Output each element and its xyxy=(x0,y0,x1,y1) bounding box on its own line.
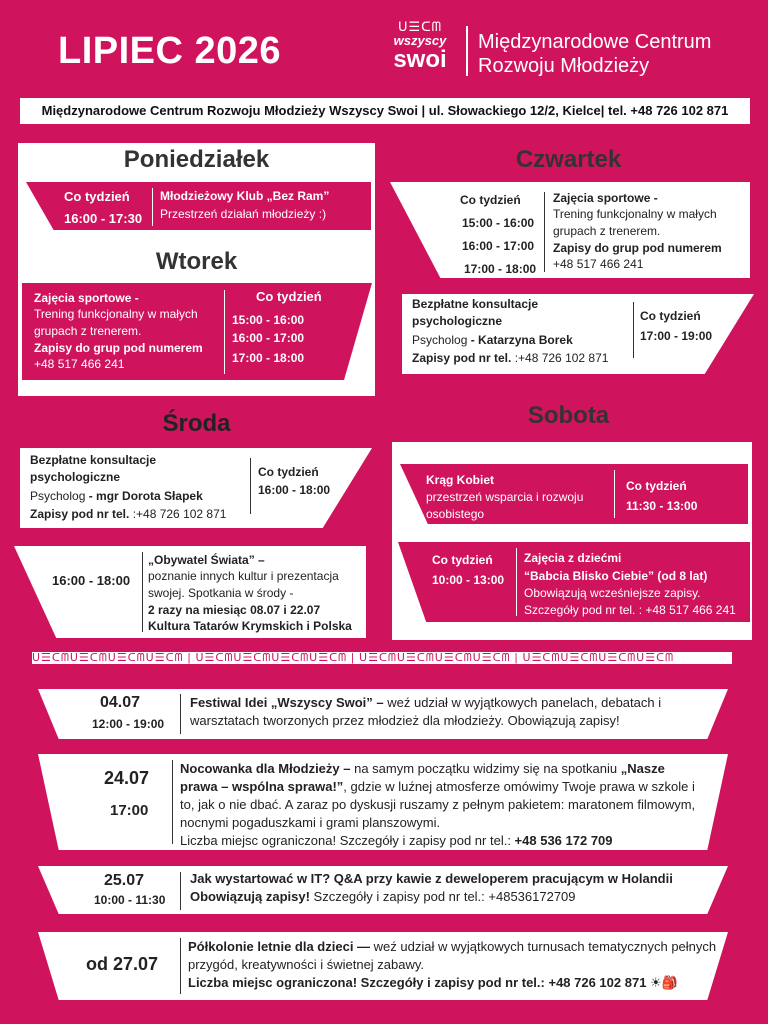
event-1-text xyxy=(190,694,700,730)
tuesday-time-3: 17:00 - 18:00 xyxy=(232,351,305,365)
thursday-desc: Trening funkcjonalny w małych grupach z trenerem. xyxy=(553,207,717,238)
thursday-consult-person: - Katarzyna Borek xyxy=(470,333,573,347)
tuesday-time-1: 15:00 - 16:00 xyxy=(232,313,305,327)
thursday-consult-signup: Zapisy pod nr tel. xyxy=(412,351,515,365)
logo-word-1: wszyscy xyxy=(393,33,447,48)
event-3-body: Szczegóły i zapisy pod nr tel.: +48536172709 xyxy=(309,889,576,904)
logo xyxy=(378,20,462,76)
wednesday-event-name: „Obywatel Świata” – xyxy=(148,553,265,567)
wednesday-event-divider xyxy=(142,552,143,632)
thursday-signup: Zapisy do grup pod numerem xyxy=(553,241,722,255)
thursday-consult-time: 17:00 - 19:00 xyxy=(640,329,713,343)
wednesday-consult-role xyxy=(30,488,203,505)
saturday-kids-title: “Babcia Blisko Ciebie” (od 8 lat) xyxy=(524,569,708,583)
org-name xyxy=(478,30,711,78)
tuesday-when: Co tydzień xyxy=(256,289,322,304)
logo-symbols: ᑌ☰ᑕᗰ xyxy=(397,19,443,34)
wednesday-event-desc-line xyxy=(148,568,362,602)
logo-divider xyxy=(466,26,468,76)
thursday-time-1: 15:00 - 16:00 xyxy=(462,216,535,230)
wednesday-consult-role-text: Psycholog xyxy=(30,489,86,503)
tuesday-phone: +48 517 466 241 xyxy=(34,357,125,371)
thursday-consult-role-text: Psycholog xyxy=(412,333,468,347)
thursday-time-3: 17:00 - 18:00 xyxy=(464,262,537,276)
event-3-divider xyxy=(180,872,181,910)
event-4-bold: Liczba miejsc ograniczona! Szczegóły i zapisy pod nr tel.: +48 726 102 871 xyxy=(188,975,647,990)
thursday-title: Czwartek xyxy=(515,146,622,173)
event-2-quote: „Nasze prawa – wspólna sprawa!” xyxy=(180,761,665,794)
page-title: LIPIEC 2026 xyxy=(58,30,282,72)
saturday-kids-when: Co tydzień xyxy=(432,553,493,567)
tuesday-divider xyxy=(224,290,225,374)
monday-desc: Przestrzeń działań młodzieży :) xyxy=(160,207,327,221)
wednesday-consult-name: Bezpłatne konsultacje psychologiczne xyxy=(30,453,157,484)
event-2-phone: +48 536 172 709 xyxy=(514,833,613,848)
tuesday-name: Zajęcia sportowe - xyxy=(34,291,139,305)
event-3-date: 25.07 xyxy=(104,872,145,889)
event-2-title: Nocowanka dla Młodzieży – xyxy=(180,761,351,776)
tuesday-time-2: 16:00 - 17:00 xyxy=(232,331,305,345)
saturday-kids-phone: Szczegóły pod nr tel. : +48 517 466 241 xyxy=(524,603,736,617)
saturday-circle-name: Krąg Kobiet xyxy=(426,473,495,487)
wednesday-event-topic: Kultura Tatarów Krymskich i Polska xyxy=(148,619,352,633)
event-3-bold: Obowiązują zapisy! xyxy=(190,889,310,904)
thursday-consult-phone: :+48 726 102 871 xyxy=(514,351,609,365)
event-2-text xyxy=(180,760,700,850)
wednesday-event-dates: 2 razy na miesiąc 08.07 i 22.07 xyxy=(148,603,321,617)
event-2-body-2: , gdzie w luźnej atmosferze omówimy Twoje prawa w szkole i to, jak o nie dbać. A zaraz po dyskusji ruszamy z pełnym pakietem: maratonem filmowym, nocnymi pogaduszkami i grami planszowymi. xyxy=(180,779,696,830)
event-4-text xyxy=(188,938,718,992)
thursday-consult-name: Bezpłatne konsultacje psychologiczne xyxy=(412,297,539,328)
wednesday-event-desc: poznanie innych kultur i prezentacja swojej. xyxy=(148,569,339,600)
monday-when: Co tydzień xyxy=(64,189,130,204)
event-2-time: 17:00 xyxy=(110,802,149,819)
thursday-phone: +48 517 466 241 xyxy=(553,257,644,271)
event-1-date: 04.07 xyxy=(100,694,141,711)
saturday-kids-divider xyxy=(516,548,517,616)
event-1-divider xyxy=(180,694,181,734)
event-3-title: Jak wystartować w IT? Q&A przy kawie z deweloperem pracującym w Holandii xyxy=(190,871,673,886)
monday-time: 16:00 - 17:30 xyxy=(64,211,143,226)
event-4-title: Półkolonie letnie dla dzieci — xyxy=(188,939,371,954)
event-4-emoji: ☀🎒 xyxy=(646,975,678,990)
thursday-time-2: 16:00 - 17:00 xyxy=(462,239,535,253)
wednesday-event-extra: Spotkania w środy - xyxy=(184,586,294,600)
saturday-kids-time: 10:00 - 13:00 xyxy=(432,573,505,587)
wednesday-event-time: 16:00 - 18:00 xyxy=(52,573,131,588)
thursday-divider xyxy=(544,192,545,272)
thursday-name: Zajęcia sportowe - xyxy=(553,191,658,205)
thursday-consult-signup-line xyxy=(412,350,608,367)
event-2-body-1: na samym początku widzimy się na spotkaniu xyxy=(350,761,621,776)
org-line-2: Rozwoju Młodzieży xyxy=(478,55,650,77)
event-3-text xyxy=(190,870,710,906)
logo-word-2: swoi xyxy=(393,46,447,73)
wednesday-consult-phone: :+48 726 102 871 xyxy=(132,507,227,521)
address-bar: Międzynarodowe Centrum Rozwoju Młodzieży Wszyscy Swoi | ul. Słowackiego 12/2, Kielce| tel. +48 726 102 871 xyxy=(20,98,750,124)
tuesday-desc: Trening funkcjonalny w małych grupach z trenerem. xyxy=(34,307,198,338)
event-1-body: weź udział w wyjątkowych panelach, debatach i warsztatach tworzonych przez młodzież dla młodzieży. Obowiązują zapisy! xyxy=(190,695,662,728)
event-1-time: 12:00 - 19:00 xyxy=(92,717,165,731)
event-2-divider xyxy=(172,760,173,844)
pattern-divider: ᑌ☰ᑕᗰᑌ☰ᑕᗰᑌ☰ᑕᗰᑌ☰ᑕᗰ | ᑌ☰ᑕᗰᑌ☰ᑕᗰᑌ☰ᑕᗰᑌ☰ᑕᗰ | ᑌ☰ᑕᗰᑌ☰ᑕᗰᑌ☰ᑕᗰᑌ☰ᑕᗰ | ᑌ☰ᑕᗰᑌ☰ᑕᗰᑌ☰ᑕᗰᑌ☰ᑕᗰ xyxy=(32,652,732,664)
thursday-consult-when: Co tydzień xyxy=(640,309,701,323)
thursday-consult-divider xyxy=(633,302,634,358)
wednesday-consult-person: - mgr Dorota Słapek xyxy=(88,489,203,503)
event-3-time: 10:00 - 11:30 xyxy=(94,893,166,907)
saturday-circle-when: Co tydzień xyxy=(626,479,687,493)
org-line-1: Międzynarodowe Centrum xyxy=(478,31,712,53)
wednesday-title: Środa xyxy=(162,410,231,437)
event-2-body-3: Liczba miejsc ograniczona! Szczegóły i zapisy pod nr tel.: xyxy=(180,833,515,848)
tuesday-signup: Zapisy do grup pod numerem xyxy=(34,341,203,355)
saturday-kids-note: Obowiązują wcześniejsze zapisy. xyxy=(524,586,701,600)
event-4-date: od 27.07 xyxy=(86,954,159,974)
saturday-kids-name: Zajęcia z dziećmi xyxy=(524,551,622,565)
thursday-when: Co tydzień xyxy=(460,193,521,207)
event-4-body: weź udział w wyjątkowych turnusach tematycznych pełnych przygód, kreatywności i świetnej zabawy. xyxy=(188,939,717,972)
wednesday-consult-signup: Zapisy pod nr tel. xyxy=(30,507,133,521)
monday-title: Poniedziałek xyxy=(123,146,270,173)
event-2-date: 24.07 xyxy=(104,768,150,788)
thursday-consult-role xyxy=(412,332,573,349)
wednesday-consult-time: 16:00 - 18:00 xyxy=(258,483,331,497)
saturday-circle-divider xyxy=(614,470,615,518)
wednesday-consult-when: Co tydzień xyxy=(258,465,319,479)
wednesday-consult-signup-line xyxy=(30,506,226,523)
saturday-circle-time: 11:30 - 13:00 xyxy=(626,499,698,513)
monday-name: Młodzieżowy Klub „Bez Ram” xyxy=(160,189,330,203)
event-1-title: Festiwal Idei „Wszyscy Swoi” – xyxy=(190,695,384,710)
monday-divider xyxy=(152,188,153,226)
saturday-circle-desc: przestrzeń wsparcia i rozwoju osobistego xyxy=(426,490,584,521)
saturday-title: Sobota xyxy=(527,402,610,429)
tuesday-title: Wtorek xyxy=(155,248,238,275)
event-4-divider xyxy=(180,938,181,994)
wednesday-consult-divider xyxy=(250,458,251,514)
